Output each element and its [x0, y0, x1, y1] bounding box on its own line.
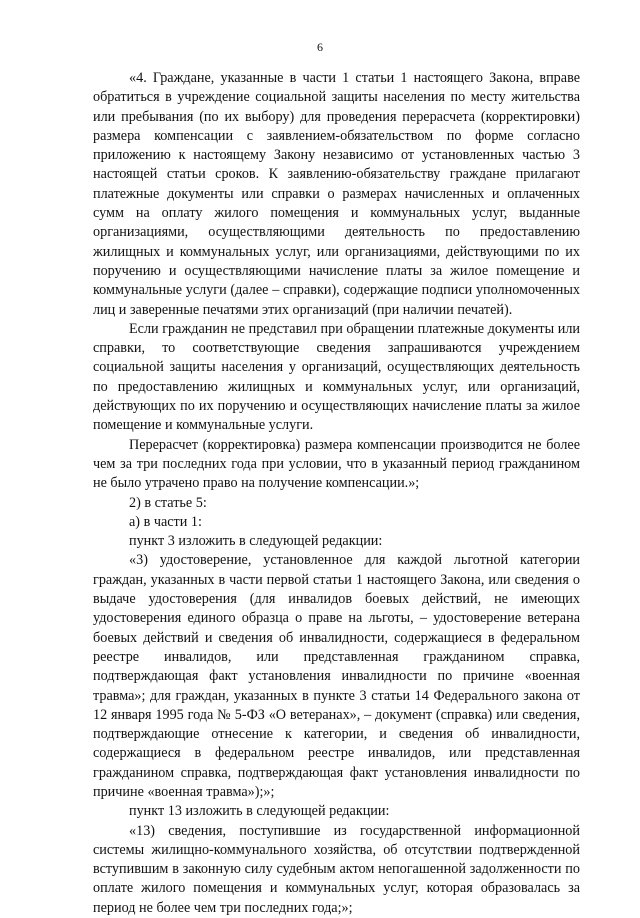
document-body: [93, 69, 580, 918]
paragraph: 2) в статье 5:: [129, 494, 207, 511]
paragraph: а) в части 1:: [129, 513, 202, 530]
paragraph: Если гражданин не представил при обращении платежные документы или справки, то соответствующие сведения запрашиваются учреждением социальной защиты населения у организаций, осуществляющих деятельность по предоставлению жилищных и коммунальных услуг, или организаций, действующих по их поручению и осуществляющих начисление платы за жилое помещение и коммунальные услуги.: [93, 320, 580, 434]
paragraph: пункт 3 изложить в следующей редакции:: [129, 533, 383, 550]
paragraph: «13) сведения, поступившие из государственной информационной системы жилищно-коммунального хозяйства, об отсутствии подтвержденной вступившим в законную силу судебным актом непогашенной задолженности по оплате жилого помещения и коммунальных услуг, которая образовалась за период не более чем три последних года;»;: [93, 822, 580, 916]
paragraph: «3) удостоверение, установленное для каждой льготной категории граждан, указанных в части первой статьи 1 настоящего Закона, или сведения о выдаче удостоверения (для инвалидов боевых действий, не имеющих удостоверения единого образца о праве на льготы, – удостоверение ветерана боевых действий и сведения об инвалидности, содержащиеся в федеральном реестре инвалидов, или представленная гражданином справка, подтверждающая факт установления инвалидности по причине «военная травма»; для граждан, указанных в пункте 3 статьи 14 Федерального закона от 12 января 1995 года № 5-ФЗ «О ветеранах», – документ (справка) или сведения, подтверждающие отнесение к категории, и сведения об инвалидности, содержащиеся в федеральном реестре инвалидов, или представленная гражданином справка, подтверждающая факт установления инвалидности по причине «военная травма»);»;: [93, 552, 580, 800]
paragraph: «4. Граждане, указанные в части 1 статьи 1 настоящего Закона, вправе обратиться в учреждение социальной защиты населения по месту жительства или пребывания (по их выбору) для проведения перерасчета (корректировки) размера компенсации с заявлением-обязательством по форме согласно приложению к настоящему Закону независимо от установленных частью 3 настоящей статьи сроков. К заявлению-обязательству граждане прилагают платежные документы или справки о размерах начисленных и оплаченных сумм на оплату жилого помещения и коммунальных услуг, выданные организациями, осуществляющими деятельность по предоставлению жилищных и коммунальных услуг, или организациями, действующими по их поручению и осуществляющими начисление платы за жилое помещение и коммунальные услуги (далее – справки), содержащие подписи уполномоченных лиц и заверенные печатями этих организаций (при наличии печатей).: [93, 70, 580, 318]
paragraph: пункт 13 изложить в следующей редакции:: [129, 803, 390, 820]
page-number: 6: [317, 40, 323, 54]
paragraph: Перерасчет (корректировка) размера компенсации производится не более чем за три последних года при условии, что в указанный период гражданином не было утрачено право на получение компенсации.»;: [93, 436, 580, 492]
